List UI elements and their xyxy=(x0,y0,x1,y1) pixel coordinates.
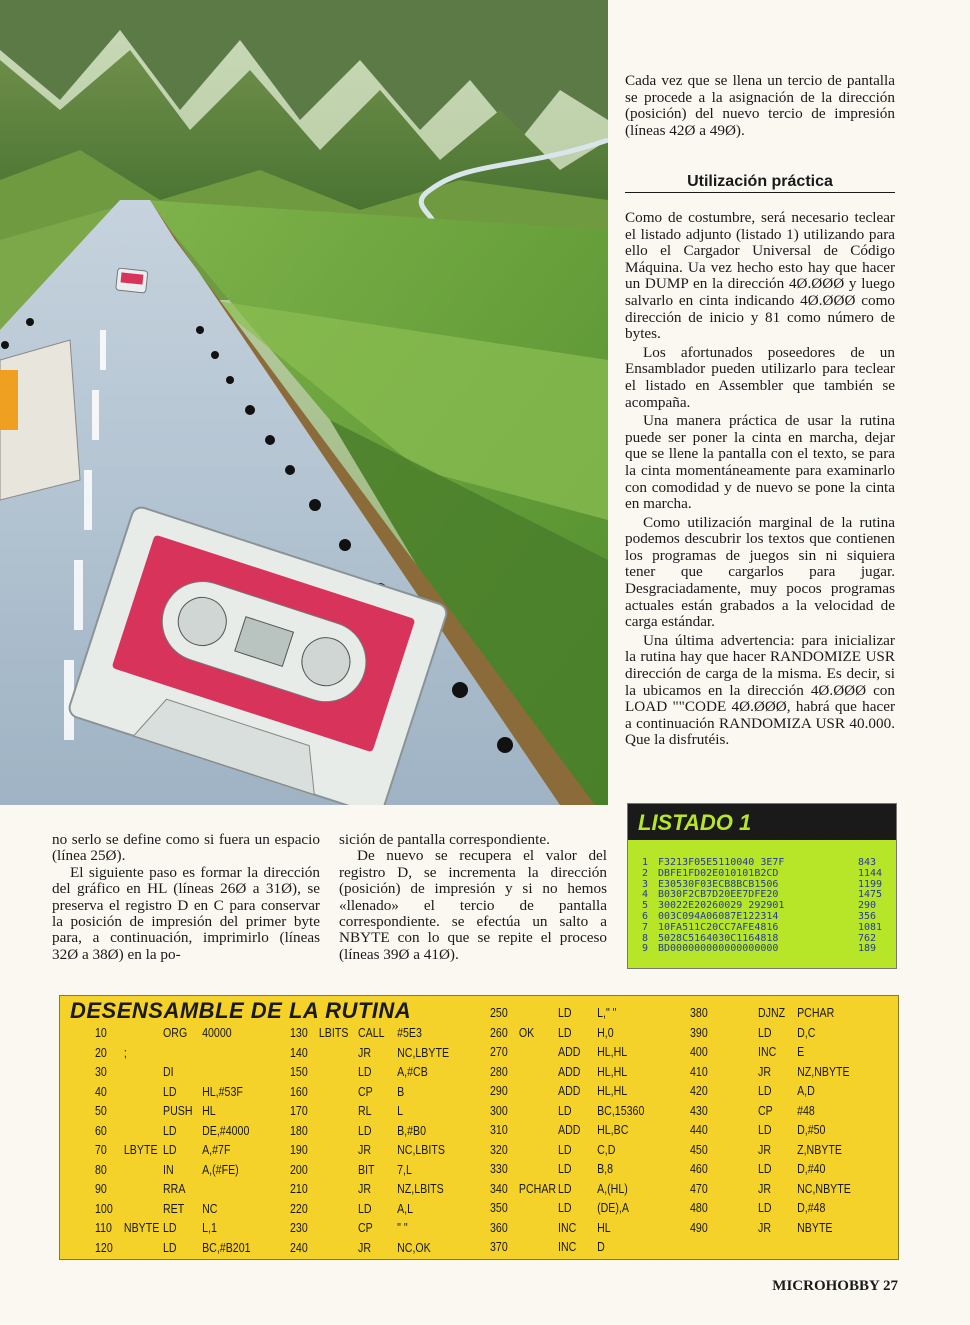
asm-operand: BC,#B201 xyxy=(202,1240,251,1255)
asm-operand: DE,#4000 xyxy=(202,1123,250,1138)
asm-operand: 40000 xyxy=(202,1026,232,1040)
asm-operand: HL,HL xyxy=(597,1084,628,1098)
bottom-column-1 xyxy=(52,832,320,963)
page-footer: MICROHOBBY 27 xyxy=(772,1278,898,1294)
asm-opcode: LD xyxy=(358,1201,372,1216)
paragraph: De nuevo se recupera el valor del registro D, se incrementa la dirección (posición) de impresión y si no hemos «llenado» el tercio de pantalla correspondiente. se efectúa un salto a NBYTE con lo que se repite el proceso (líneas 39Ø a 41Ø). xyxy=(339,847,607,963)
asm-label: PCHAR xyxy=(518,1181,557,1196)
asm-line xyxy=(290,1143,465,1163)
asm-opcode: RET xyxy=(163,1201,185,1216)
asm-operand: NC,OK xyxy=(397,1240,431,1255)
asm-line xyxy=(290,1221,465,1241)
asm-line xyxy=(290,1065,465,1085)
asm-line xyxy=(290,1104,465,1124)
listado-row xyxy=(642,944,882,955)
asm-line xyxy=(290,1026,465,1046)
asm-column-1 xyxy=(95,1026,270,1260)
paragraph: Los afortunados poseedores de un Ensamblador pueden utilizarlo para teclear el listado en Assembler que también se acompaña. xyxy=(625,343,895,411)
asm-line xyxy=(690,1123,865,1143)
asm-operand: (DE),A xyxy=(597,1201,629,1215)
asm-line xyxy=(690,1104,865,1124)
asm-line xyxy=(490,1182,665,1202)
asm-line-number: 80 xyxy=(95,1162,107,1177)
listado-hex: B030F2CB7D20EE7DFE20 xyxy=(658,889,779,901)
cassette-road-illustration xyxy=(0,0,608,805)
asm-line xyxy=(290,1202,465,1222)
asm-opcode: JR xyxy=(758,1220,771,1235)
asm-line-number: 20 xyxy=(95,1045,107,1060)
asm-line-number: 60 xyxy=(95,1123,107,1138)
paragraph: Como utilización marginal de la rutina podemos descubrir los textos que contienen los programas de juegos sin ni siquiera tener que cargarlos para jugar. Desgraciadamente, muy pocos programas actuales están grabados a la velocidad de carga estándar. xyxy=(625,513,895,631)
asm-line xyxy=(690,1065,865,1085)
asm-opcode: JR xyxy=(358,1240,371,1255)
asm-column-3 xyxy=(490,1006,665,1260)
asm-operand: BC,15360 xyxy=(597,1103,645,1118)
asm-operand: A,(#FE) xyxy=(202,1162,239,1177)
asm-opcode: LD xyxy=(558,1201,572,1215)
asm-opcode: ADD xyxy=(558,1123,581,1137)
bottom-column-2 xyxy=(339,832,607,963)
asm-line xyxy=(490,1143,665,1163)
asm-operand: D,#50 xyxy=(797,1123,826,1137)
desensamble-box xyxy=(59,995,899,1260)
asm-line xyxy=(690,1201,865,1221)
paragraph: El siguiente paso es formar la dirección del gráfico en HL (líneas 26Ø a 31Ø), se preserva el registro D en C para conservar la posición de impresión del primer byte para, a continuación, imprimirlo (líneas 32Ø a 38Ø) en la po- xyxy=(52,863,320,963)
asm-line-number: 320 xyxy=(490,1142,508,1157)
asm-line xyxy=(690,1084,865,1104)
asm-line-number: 30 xyxy=(95,1065,107,1079)
asm-operand: A,(HL) xyxy=(597,1181,628,1196)
asm-line xyxy=(95,1046,270,1066)
asm-opcode: LD xyxy=(758,1162,772,1176)
listado-n: 5 xyxy=(642,900,649,912)
asm-line-number: 340 xyxy=(490,1181,508,1196)
asm-line-number: 50 xyxy=(95,1104,107,1118)
asm-line-number: 350 xyxy=(490,1201,508,1215)
listado-sum: 1081 xyxy=(858,921,883,933)
listado-n: 9 xyxy=(642,943,649,955)
asm-line xyxy=(95,1241,270,1261)
listado-rows xyxy=(642,858,882,955)
asm-line-number: 280 xyxy=(490,1064,508,1079)
asm-opcode: RRA xyxy=(163,1182,186,1196)
asm-operand: E xyxy=(797,1045,805,1059)
asm-line xyxy=(490,1084,665,1104)
asm-line-number: 390 xyxy=(690,1025,708,1040)
asm-opcode: LD xyxy=(558,1025,572,1040)
asm-line xyxy=(490,1123,665,1143)
listado-sum: 1144 xyxy=(858,867,883,879)
asm-column-2 xyxy=(290,1026,465,1260)
asm-operand: PCHAR xyxy=(797,1006,835,1020)
asm-line-number: 170 xyxy=(290,1104,308,1118)
listado-sum: 1199 xyxy=(858,878,883,890)
asm-operand: B,#B0 xyxy=(397,1123,427,1138)
asm-operand: NC,LBITS xyxy=(397,1143,445,1157)
asm-line xyxy=(690,1221,865,1241)
asm-opcode: LD xyxy=(163,1240,177,1255)
listado-hex: BD000000000000000000 xyxy=(658,943,779,955)
asm-line xyxy=(95,1202,270,1222)
desensamble-title: DESENSAMBLE DE LA RUTINA xyxy=(70,998,412,1023)
asm-label: OK xyxy=(518,1025,535,1040)
asm-line xyxy=(490,1221,665,1241)
asm-line xyxy=(490,1104,665,1124)
listado-n: 7 xyxy=(642,921,649,933)
asm-opcode: DI xyxy=(163,1065,174,1079)
asm-operand: H,0 xyxy=(597,1025,614,1040)
asm-line xyxy=(690,1162,865,1182)
asm-operand: NZ,LBITS xyxy=(397,1182,444,1196)
paragraph: no serlo se define como si fuera un espacio (línea 25Ø). xyxy=(52,831,320,865)
asm-line-number: 380 xyxy=(690,1006,708,1020)
listado-row xyxy=(642,923,882,934)
asm-operand: #48 xyxy=(797,1103,815,1118)
listado-sum: 1475 xyxy=(858,889,883,901)
asm-line-number: 180 xyxy=(290,1123,308,1138)
listado-hex: F3213F05E5110040 3E7F xyxy=(658,857,785,868)
asm-line-number: 160 xyxy=(290,1084,308,1099)
asm-opcode: LD xyxy=(358,1123,372,1138)
asm-line xyxy=(690,1182,865,1202)
asm-line xyxy=(95,1182,270,1202)
listado-hex: DBFE1FD02E010101B2CD xyxy=(658,867,779,879)
asm-line-number: 110 xyxy=(95,1221,112,1235)
paragraph: Como de costumbre, será necesario teclear el listado adjunto (listado 1) utilizando para ello el Cargador Universal de Código Máquina. Ua vez hecho esto hay que hacer un DUMP en la dirección 4Ø.ØØØ y luego salvarlo en cinta indicando 4Ø.ØØØ como dirección de inicio y 81 como número de bytes. xyxy=(625,209,895,343)
asm-opcode: CALL xyxy=(358,1026,385,1040)
listado-hex: 003C094A06087E122314 xyxy=(658,910,779,922)
listado-n: 8 xyxy=(642,932,649,944)
asm-line-number: 250 xyxy=(490,1006,508,1020)
asm-line-number: 120 xyxy=(95,1240,113,1255)
asm-line-number: 370 xyxy=(490,1240,508,1254)
asm-line-number: 200 xyxy=(290,1162,308,1177)
paragraph: Una última advertencia: para inicializar la rutina hay que hacer RANDOMIZE USR dirección de carga de la misma. Es decir, si la ubicamos en la dirección 4Ø.ØØØ con LOAD ""CODE 4Ø.ØØØ, habrá que hacer a continuación RANDOMIZA USR 40.000. Que la disfrutéis. xyxy=(625,631,895,749)
asm-line xyxy=(490,1240,665,1260)
asm-operand: Z,NBYTE xyxy=(797,1142,842,1157)
asm-operand: D,#48 xyxy=(797,1201,826,1215)
asm-opcode: IN xyxy=(163,1162,174,1177)
asm-operand: HL xyxy=(597,1220,611,1235)
asm-line-number: 40 xyxy=(95,1084,107,1099)
asm-operand: L xyxy=(397,1104,404,1118)
asm-line-number: 310 xyxy=(490,1123,508,1137)
asm-line xyxy=(95,1143,270,1163)
asm-opcode: LD xyxy=(163,1221,177,1235)
listado-box xyxy=(627,803,897,969)
asm-opcode: RL xyxy=(358,1104,372,1118)
listado-n: 1 xyxy=(642,857,649,868)
listado-n: 2 xyxy=(642,867,649,879)
intro-text: Cada vez que se llena un tercio de pantalla se procede a la asignación de la dirección (posición) del nuevo tercio de impresión (líneas 42Ø a 49Ø). xyxy=(625,72,895,139)
asm-opcode: INC xyxy=(758,1045,777,1059)
asm-line xyxy=(690,1045,865,1065)
asm-opcode: PUSH xyxy=(163,1104,193,1118)
asm-label: LBYTE xyxy=(123,1143,158,1157)
asm-line xyxy=(95,1221,270,1241)
asm-line xyxy=(690,1026,865,1046)
listado-n: 3 xyxy=(642,878,649,890)
asm-opcode: LD xyxy=(758,1123,772,1137)
asm-opcode: JR xyxy=(758,1181,771,1196)
asm-line-number: 360 xyxy=(490,1220,508,1235)
listado-title: LISTADO 1 xyxy=(638,810,752,835)
asm-opcode: INC xyxy=(558,1220,577,1235)
asm-operand: A,D xyxy=(797,1084,815,1098)
asm-opcode: LD xyxy=(758,1201,772,1215)
asm-line-number: 410 xyxy=(690,1064,708,1079)
asm-line xyxy=(95,1085,270,1105)
asm-line-number: 470 xyxy=(690,1181,708,1196)
asm-operand: " " xyxy=(397,1221,408,1235)
asm-line-number: 490 xyxy=(690,1220,708,1235)
asm-line xyxy=(95,1124,270,1144)
asm-line-number: 260 xyxy=(490,1025,508,1040)
asm-line xyxy=(290,1182,465,1202)
asm-line xyxy=(490,1201,665,1221)
asm-opcode: JR xyxy=(758,1064,771,1079)
asm-line-number: 400 xyxy=(690,1045,708,1059)
asm-label: LBITS xyxy=(318,1026,349,1040)
listado-n: 4 xyxy=(642,889,649,901)
asm-line-number: 450 xyxy=(690,1142,708,1157)
asm-operand: 7,L xyxy=(397,1162,412,1177)
asm-operand: D xyxy=(597,1240,605,1254)
asm-opcode: LD xyxy=(163,1084,177,1099)
asm-line xyxy=(290,1085,465,1105)
asm-line-number: 420 xyxy=(690,1084,708,1098)
asm-opcode: CP xyxy=(358,1221,373,1235)
asm-line-number: 220 xyxy=(290,1201,308,1216)
asm-opcode: LD xyxy=(558,1103,572,1118)
asm-label: NBYTE xyxy=(123,1221,160,1235)
listado-hex: E30530F03ECB8BCB1506 xyxy=(658,878,779,890)
asm-opcode: CP xyxy=(758,1103,773,1118)
asm-opcode: JR xyxy=(358,1143,371,1157)
asm-label: ; xyxy=(123,1045,127,1060)
asm-line-number: 190 xyxy=(290,1143,308,1157)
asm-line xyxy=(95,1026,270,1046)
asm-line xyxy=(290,1124,465,1144)
asm-line-number: 70 xyxy=(95,1143,107,1157)
asm-operand: A,L xyxy=(397,1201,414,1216)
listado-sum: 356 xyxy=(858,910,877,922)
asm-opcode: ADD xyxy=(558,1084,581,1098)
asm-operand: NC,NBYTE xyxy=(797,1181,851,1196)
asm-line-number: 440 xyxy=(690,1123,708,1137)
right-column-body xyxy=(625,210,895,751)
asm-line-number: 140 xyxy=(290,1045,308,1060)
asm-opcode: ADD xyxy=(558,1045,581,1059)
asm-operand: HL,HL xyxy=(597,1045,628,1059)
asm-line-number: 290 xyxy=(490,1084,508,1098)
asm-opcode: BIT xyxy=(358,1162,375,1177)
asm-opcode: DJNZ xyxy=(758,1006,786,1020)
asm-line-number: 150 xyxy=(290,1065,308,1079)
asm-line xyxy=(490,1045,665,1065)
asm-line xyxy=(290,1241,465,1261)
asm-operand: NZ,NBYTE xyxy=(797,1064,850,1079)
paragraph: sición de pantalla correspondiente. xyxy=(339,831,550,848)
asm-operand: A,#CB xyxy=(397,1065,428,1079)
asm-line xyxy=(95,1065,270,1085)
listado-n: 6 xyxy=(642,910,649,922)
asm-operand: #5E3 xyxy=(397,1026,422,1040)
asm-line xyxy=(490,1065,665,1085)
listado-sum: 290 xyxy=(858,900,877,912)
paragraph: Una manera práctica de usar la rutina puede ser poner la cinta en marcha, dejar que se llene la pantalla con el texto, se para la cinta momentáneamente para examinarlo con comodidad y de nuevo se pone la cinta en marcha. xyxy=(625,412,895,513)
asm-operand: B,8 xyxy=(597,1162,614,1176)
asm-operand: B xyxy=(397,1084,405,1099)
asm-line-number: 10 xyxy=(95,1026,107,1040)
asm-line-number: 330 xyxy=(490,1162,508,1176)
asm-line-number: 460 xyxy=(690,1162,708,1176)
listado-hex: 10FA511C20CC7AFE4816 xyxy=(658,921,779,933)
asm-operand: D,C xyxy=(797,1025,816,1040)
listado-hex: 5028C5164030C1164818 xyxy=(658,932,779,944)
asm-operand: NBYTE xyxy=(797,1220,833,1235)
asm-opcode: CP xyxy=(358,1084,373,1099)
asm-line xyxy=(95,1163,270,1183)
asm-operand: C,D xyxy=(597,1142,616,1157)
asm-operand: NC,LBYTE xyxy=(397,1045,450,1060)
asm-line-number: 210 xyxy=(290,1182,308,1196)
asm-line-number: 130 xyxy=(290,1026,308,1040)
asm-operand: A,#7F xyxy=(202,1143,231,1157)
asm-operand: HL xyxy=(202,1104,216,1118)
asm-operand: HL,HL xyxy=(597,1064,628,1079)
asm-opcode: JR xyxy=(758,1142,771,1157)
asm-line-number: 90 xyxy=(95,1182,107,1196)
asm-opcode: LD xyxy=(758,1084,772,1098)
asm-operand: D,#40 xyxy=(797,1162,826,1176)
asm-line-number: 100 xyxy=(95,1201,113,1216)
asm-opcode: LD xyxy=(558,1181,572,1196)
asm-line xyxy=(290,1046,465,1066)
asm-operand: HL,#53F xyxy=(202,1084,243,1099)
asm-line xyxy=(690,1143,865,1163)
asm-line-number: 230 xyxy=(290,1221,308,1235)
asm-line xyxy=(95,1104,270,1124)
asm-opcode: LD xyxy=(558,1006,572,1020)
asm-opcode: LD xyxy=(558,1162,572,1176)
asm-line xyxy=(690,1006,865,1026)
asm-opcode: LD xyxy=(163,1143,177,1157)
asm-opcode: JR xyxy=(358,1045,371,1060)
asm-line-number: 300 xyxy=(490,1103,508,1118)
asm-operand: L,1 xyxy=(202,1221,217,1235)
listado-hex: 30022E20260029 292901 xyxy=(658,900,785,912)
asm-opcode: ADD xyxy=(558,1064,581,1079)
asm-opcode: LD xyxy=(558,1142,572,1157)
intro-paragraph xyxy=(625,73,895,141)
asm-operand: NC xyxy=(202,1201,218,1216)
asm-line-number: 270 xyxy=(490,1045,508,1059)
asm-opcode: LD xyxy=(163,1123,177,1138)
asm-line xyxy=(290,1163,465,1183)
asm-line xyxy=(490,1162,665,1182)
asm-line-number: 480 xyxy=(690,1201,708,1215)
section-heading: Utilización práctica xyxy=(625,173,895,193)
asm-operand: HL,BC xyxy=(597,1123,629,1137)
asm-line-number: 430 xyxy=(690,1103,708,1118)
asm-opcode: LD xyxy=(758,1025,772,1040)
listado-sum: 762 xyxy=(858,932,877,944)
listado-sum: 189 xyxy=(858,943,877,955)
asm-opcode: ORG xyxy=(163,1026,188,1040)
listado-sum: 843 xyxy=(858,857,877,868)
asm-opcode: JR xyxy=(358,1182,371,1196)
asm-line-number: 240 xyxy=(290,1240,308,1255)
asm-opcode: INC xyxy=(558,1240,577,1254)
asm-column-4 xyxy=(690,1006,865,1240)
asm-line xyxy=(490,1006,665,1026)
asm-line xyxy=(490,1026,665,1046)
listado-row xyxy=(642,869,882,880)
asm-operand: L," " xyxy=(597,1006,617,1020)
asm-opcode: LD xyxy=(358,1065,372,1079)
